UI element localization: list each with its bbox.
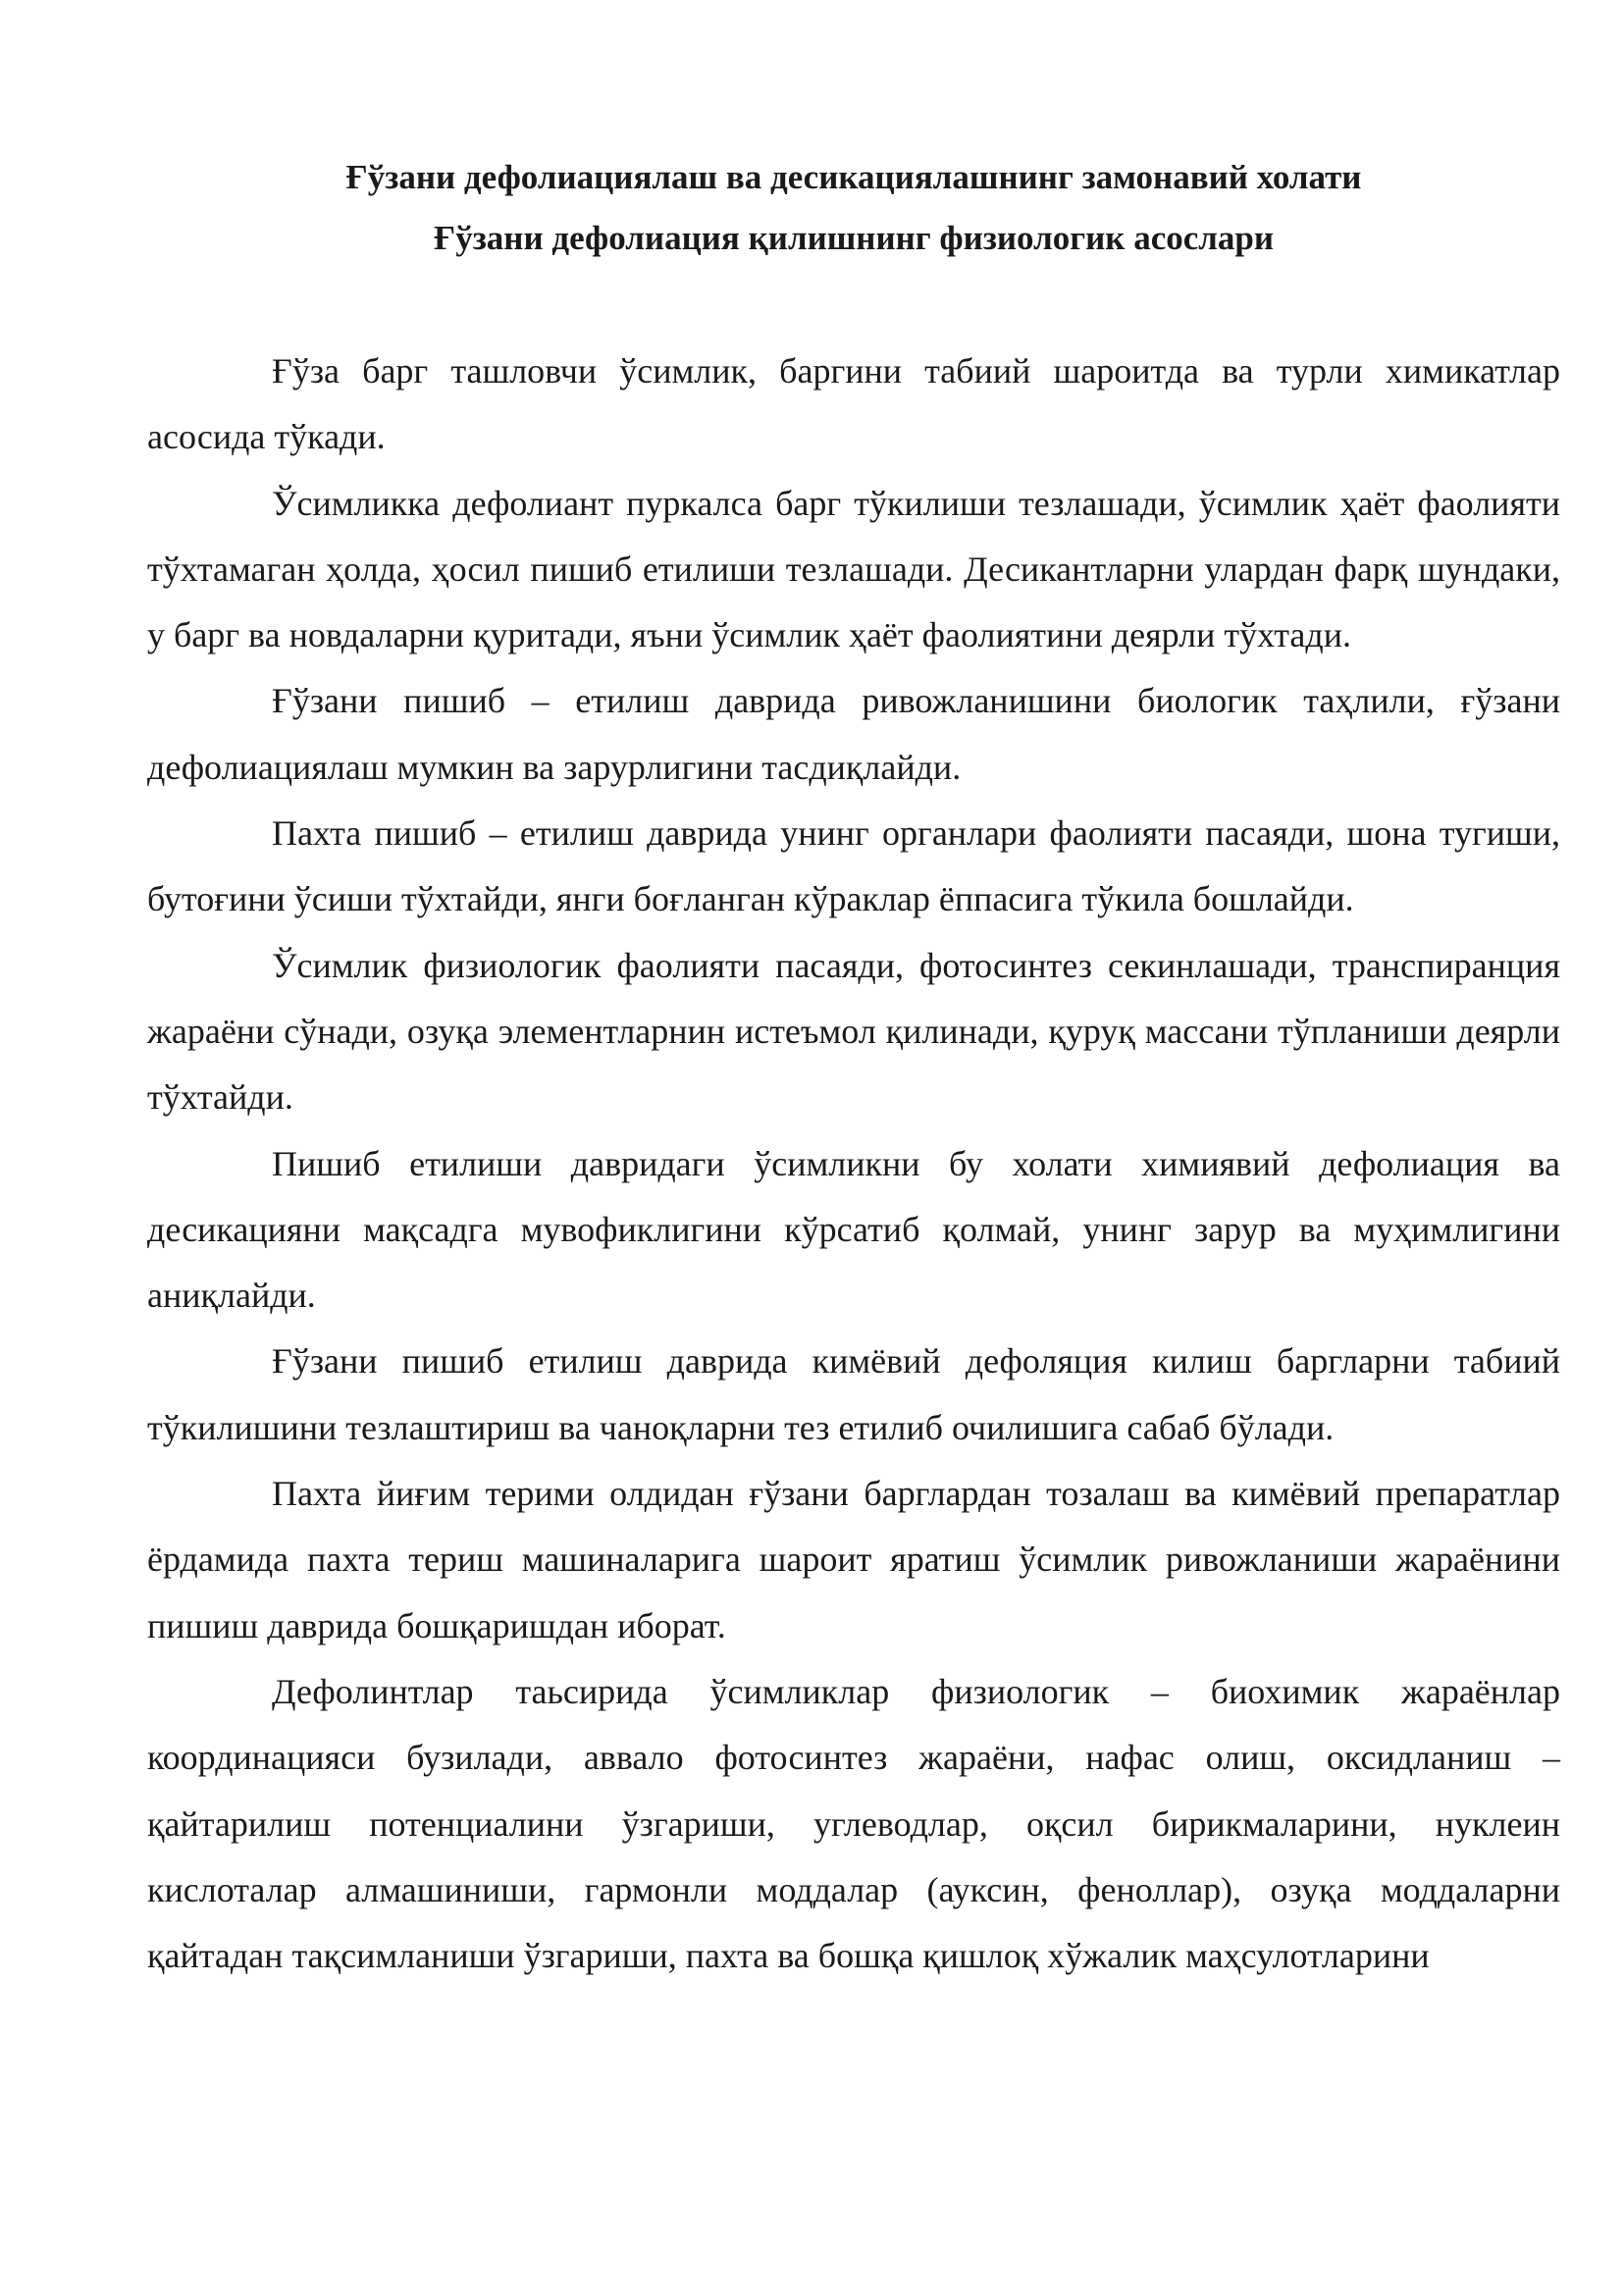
paragraph: Дефолинтлар таьсирида ўсимликлар физиологик – биохимик жараёнлар координацияси бузилади, аввало фотосинтез жараёни, нафас олиш, оксидланиш – қайтарилиш потенциалини ўзгариши, углеводлар, оқсил бирикмаларини, нуклеин кислоталар алмашиниши, гармонли моддалар (ауксин, феноллар), озуқа моддаларни қайтадан тақсимланиши ўзгариши, пахта ва бошқа қишлоқ хўжалик маҳсулотларини bbox=[147, 1671, 1560, 1976]
paragraph: Пишиб етилиши давридаги ўсимликни бу холати химиявий дефолиация ва десикацияни мақсадга мувофиклигини кўрсатиб қолмай, унинг зарур ва муҳимлигини аниқлайди. bbox=[147, 1143, 1560, 1316]
paragraph: Ғўзани пишиб – етилиш даврида ривожланишини биологик таҳлили, ғўзани дефолиациялаш мумкин ва зарурлигини тасдиқлайди. bbox=[147, 681, 1560, 787]
paragraph: Ўсимлик физиологик фаолияти пасаяди, фотосинтез секинлашади, транспиранция жараёни сўнади, озуқа элементларнин истеъмол қилинади, қуруқ массани тўпланиши деярли тўхтайди. bbox=[147, 945, 1560, 1118]
document-subtitle: Ғўзани дефолиация қилишнинг физиологик асослари bbox=[433, 219, 1275, 257]
paragraph: Ғўзани пишиб етилиш даврида кимёвий дефоляция килиш баргларни табиий тўкилишини тезлаштириш ва чаноқларни тез етилиб очилишига сабаб бўлади. bbox=[147, 1341, 1560, 1447]
paragraph: Пахта йиғим терими олдидан ғўзани барглардан тозалаш ва кимёвий препаратлар ёрдамида пахта териш машиналарига шароит яратиш ўсимлик ривожланиши жараёнини пишиш даврида бошқаришдан иборат. bbox=[147, 1474, 1560, 1645]
document-title: Ғўзани дефолиациялаш ва десикациялашнинг замонавий холати bbox=[345, 158, 1362, 196]
paragraph: Пахта пишиб – етилиш даврида унинг органлари фаолияти пасаяди, шона тугиши, бутоғини ўсиши тўхтайди, янги боғланган кўраклар ёппасига тўкила бошлайди. bbox=[147, 813, 1560, 919]
title-block bbox=[147, 147, 1560, 269]
document-body bbox=[147, 339, 1560, 1989]
paragraph: Ўсимликка дефолиант пуркалса барг тўкилиши тезлашади, ўсимлик ҳаёт фаолияти тўхтамаган ҳолда, ҳосил пишиб етилиши тезлашади. Десикантларни улардан фарқ шундаки, у барг ва новдаларни қуритади, яъни ўсимлик ҳаёт фаолиятини деярли тўхтади. bbox=[147, 483, 1560, 655]
paragraph: Ғўза барг ташловчи ўсимлик, баргини табиий шароитда ва турли химикатлар асосида тўкади. bbox=[147, 351, 1560, 457]
